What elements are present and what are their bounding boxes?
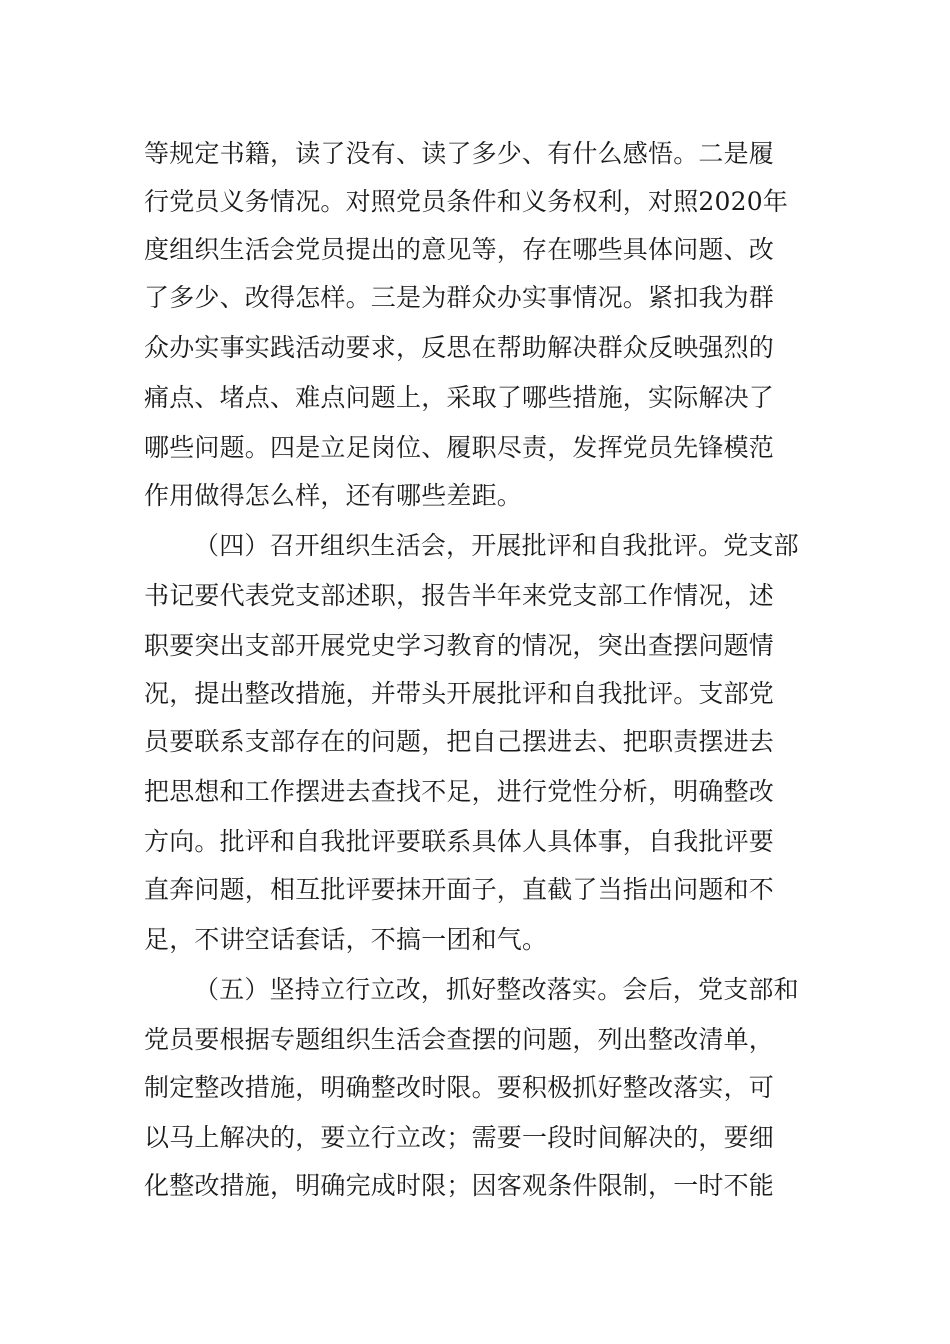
text-line: 等规定书籍，读了没有、读了多少、有什么感悟。二是履 [144, 139, 775, 168]
text-line: 方向。批评和自我批评要联系具体人具体事，自我批评要 [144, 827, 775, 856]
text-line: 了多少、改得怎样。三是为群众办实事情况。紧扣我为群 [144, 283, 775, 312]
text-line: 足，不讲空话套话，不搞一团和气。 [144, 925, 548, 954]
text-line: 职要突出支部开展党史学习教育的情况，突出查摆问题情 [144, 631, 775, 660]
text-line: 化整改措施，明确完成时限；因客观条件限制，一时不能 [144, 1171, 775, 1200]
text-line: 度组织生活会党员提出的意见等，存在哪些具体问题、改 [144, 235, 775, 264]
text-line: 党员要根据专题组织生活会查摆的问题，列出整改清单， [144, 1025, 775, 1054]
text-line: 书记要代表党支部述职，报告半年来党支部工作情况，述 [144, 581, 775, 610]
text-line: 直奔问题，相互批评要抹开面子，直截了当指出问题和不 [144, 875, 775, 904]
text-line: 员要联系支部存在的问题，把自己摆进去、把职责摆进去 [144, 727, 775, 756]
text-line: 哪些问题。四是立足岗位、履职尽责，发挥党员先锋模范 [144, 433, 775, 462]
text-line: 把思想和工作摆进去查找不足，进行党性分析，明确整改 [144, 777, 775, 806]
text-line: 制定整改措施，明确整改时限。要积极抓好整改落实，可 [144, 1073, 775, 1102]
paragraph-heading-5: （五）坚持立行立改，抓好整改落实。会后，党支部和 [194, 975, 799, 1004]
text-line: 行党员义务情况。对照党员条件和义务权利，对照2020年 [144, 187, 789, 216]
paragraph-heading-4: （四）召开组织生活会，开展批评和自我批评。党支部 [194, 531, 799, 560]
text-line: 以马上解决的，要立行立改；需要一段时间解决的，要细 [144, 1123, 775, 1152]
text-line: 众办实事实践活动要求，反思在帮助解决群众反映强烈的 [144, 333, 775, 362]
text-line: 作用做得怎么样，还有哪些差距。 [144, 481, 523, 510]
text-line: 痛点、堵点、难点问题上，采取了哪些措施，实际解决了 [144, 383, 775, 412]
text-line: 况，提出整改措施，并带头开展批评和自我批评。支部党 [144, 679, 775, 708]
